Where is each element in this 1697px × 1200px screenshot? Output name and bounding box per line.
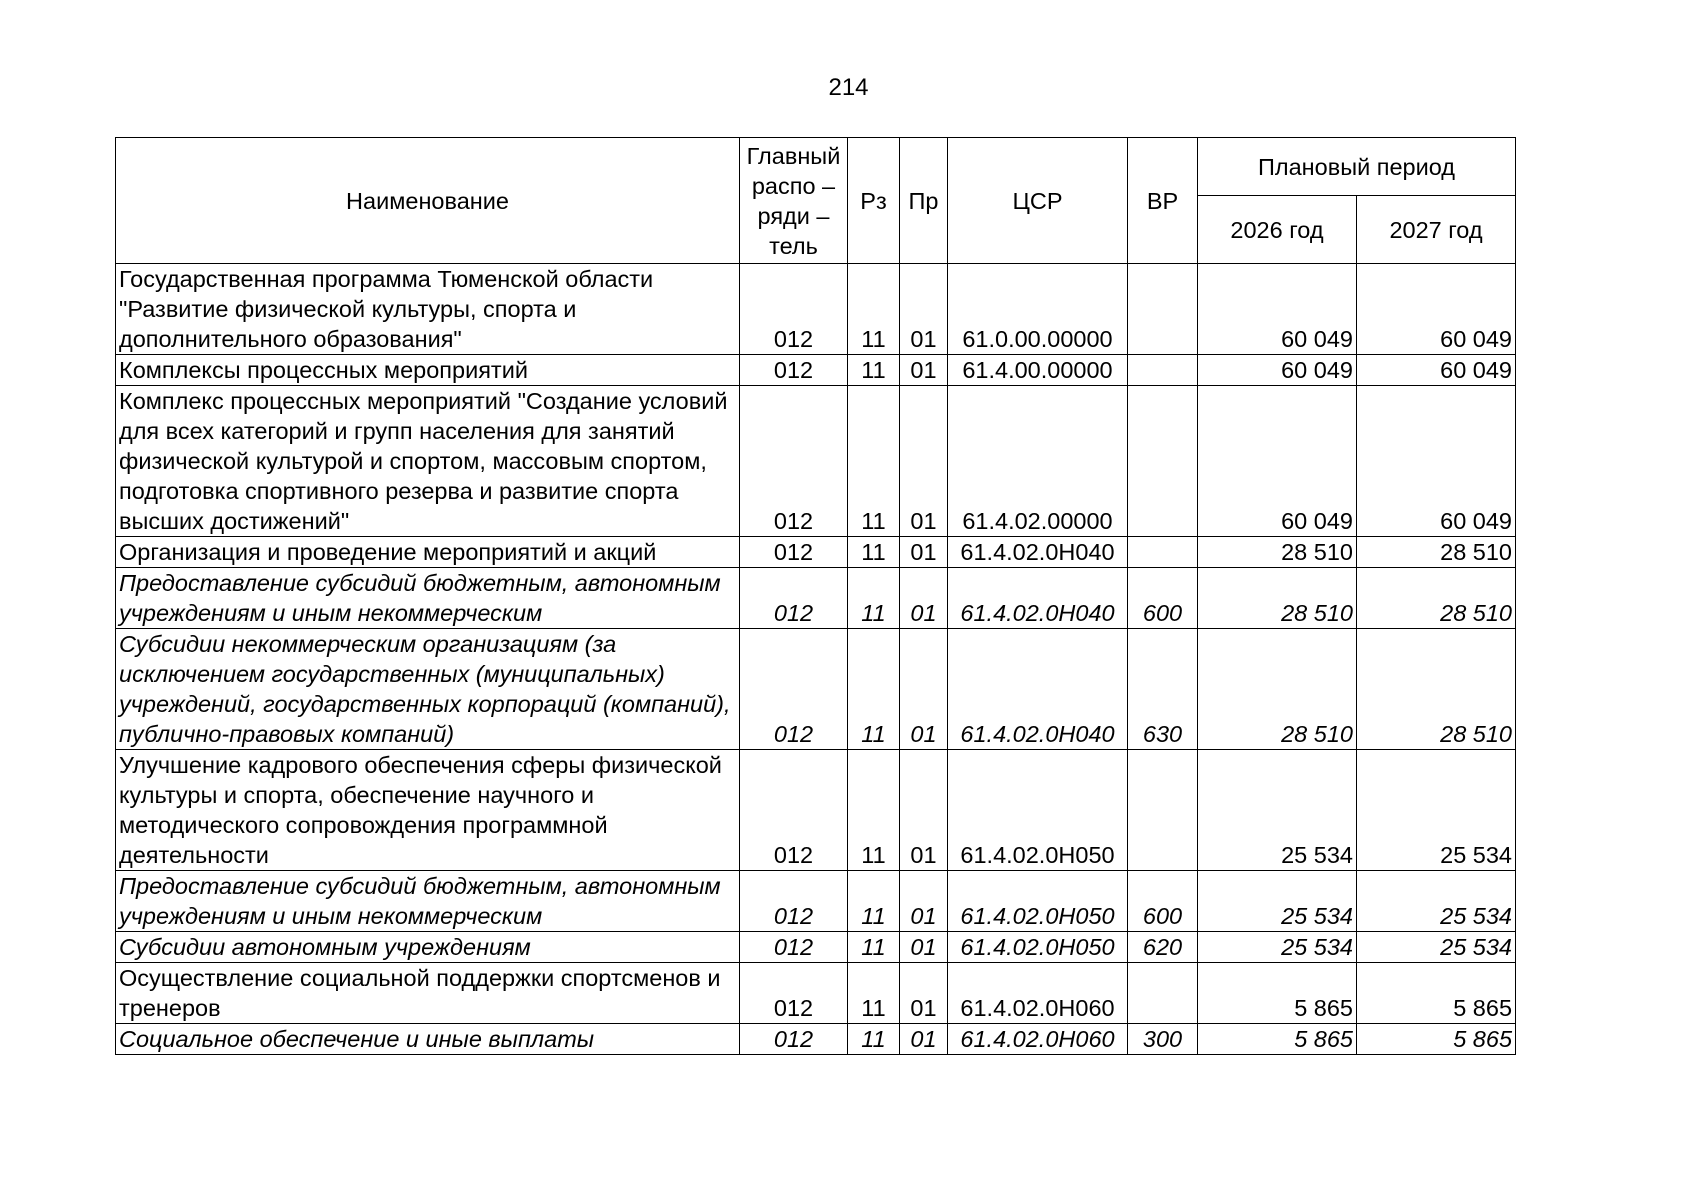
table-row xyxy=(116,750,1516,871)
cell-vr: 300 xyxy=(1128,1024,1198,1055)
cell-2027: 25 534 xyxy=(1357,932,1516,963)
cell-csr: 61.0.00.00000 xyxy=(948,264,1128,355)
cell-vr xyxy=(1128,355,1198,386)
cell-csr: 61.4.02.0Н050 xyxy=(948,750,1128,871)
cell-2026: 28 510 xyxy=(1198,568,1357,629)
table-row xyxy=(116,1024,1516,1055)
cell-2027: 5 865 xyxy=(1357,1024,1516,1055)
cell-2027: 28 510 xyxy=(1357,537,1516,568)
cell-name: Комплексы процессных мероприятий xyxy=(116,355,740,386)
cell-glavny: 012 xyxy=(740,871,848,932)
cell-2027: 28 510 xyxy=(1357,629,1516,750)
cell-glavny: 012 xyxy=(740,1024,848,1055)
cell-rz: 11 xyxy=(848,932,900,963)
cell-vr: 600 xyxy=(1128,871,1198,932)
cell-rz: 11 xyxy=(848,537,900,568)
table-row xyxy=(116,963,1516,1024)
header-row-top xyxy=(116,138,1516,196)
cell-rz: 11 xyxy=(848,963,900,1024)
cell-pr: 01 xyxy=(900,568,948,629)
cell-vr xyxy=(1128,963,1198,1024)
cell-2027: 25 534 xyxy=(1357,871,1516,932)
table-row xyxy=(116,537,1516,568)
table-row xyxy=(116,386,1516,537)
header-period: Плановый период xyxy=(1198,138,1516,196)
cell-rz: 11 xyxy=(848,264,900,355)
cell-rz: 11 xyxy=(848,1024,900,1055)
cell-glavny: 012 xyxy=(740,386,848,537)
cell-vr: 620 xyxy=(1128,932,1198,963)
cell-2027: 25 534 xyxy=(1357,750,1516,871)
cell-glavny: 012 xyxy=(740,568,848,629)
cell-pr: 01 xyxy=(900,932,948,963)
cell-glavny: 012 xyxy=(740,629,848,750)
cell-name: Организация и проведение мероприятий и акций xyxy=(116,537,740,568)
cell-csr: 61.4.02.0Н040 xyxy=(948,629,1128,750)
cell-2026: 28 510 xyxy=(1198,537,1357,568)
cell-name: Государственная программа Тюменской области "Развитие физической культуры, спорта и дополнительного образования" xyxy=(116,264,740,355)
table-row xyxy=(116,355,1516,386)
budget-table xyxy=(115,137,1516,1055)
cell-csr: 61.4.02.0Н040 xyxy=(948,568,1128,629)
cell-pr: 01 xyxy=(900,871,948,932)
cell-pr: 01 xyxy=(900,629,948,750)
cell-2027: 5 865 xyxy=(1357,963,1516,1024)
cell-2026: 28 510 xyxy=(1198,629,1357,750)
cell-glavny: 012 xyxy=(740,355,848,386)
cell-2026: 5 865 xyxy=(1198,963,1357,1024)
cell-2026: 60 049 xyxy=(1198,386,1357,537)
cell-vr xyxy=(1128,264,1198,355)
cell-pr: 01 xyxy=(900,750,948,871)
cell-glavny: 012 xyxy=(740,963,848,1024)
cell-pr: 01 xyxy=(900,355,948,386)
cell-2026: 5 865 xyxy=(1198,1024,1357,1055)
header-vr: ВР xyxy=(1128,138,1198,264)
cell-csr: 61.4.02.0Н060 xyxy=(948,963,1128,1024)
cell-csr: 61.4.00.00000 xyxy=(948,355,1128,386)
cell-vr: 600 xyxy=(1128,568,1198,629)
table-row xyxy=(116,629,1516,750)
header-name: Наименование xyxy=(116,138,740,264)
cell-2027: 60 049 xyxy=(1357,386,1516,537)
cell-name: Комплекс процессных мероприятий "Создание условий для всех категорий и групп населения для занятий физической культурой и спортом, массовым спортом, подготовка спортивного резерва и развитие спорта высших достижений" xyxy=(116,386,740,537)
cell-2027: 28 510 xyxy=(1357,568,1516,629)
cell-glavny: 012 xyxy=(740,932,848,963)
cell-name: Предоставление субсидий бюджетным, автономным учреждениям и иным некоммерческим xyxy=(116,871,740,932)
table-row xyxy=(116,932,1516,963)
cell-rz: 11 xyxy=(848,629,900,750)
header-2026: 2026 год xyxy=(1198,196,1357,264)
cell-vr xyxy=(1128,537,1198,568)
table-body xyxy=(116,264,1516,1055)
cell-glavny: 012 xyxy=(740,750,848,871)
cell-rz: 11 xyxy=(848,871,900,932)
cell-rz: 11 xyxy=(848,355,900,386)
cell-vr xyxy=(1128,386,1198,537)
cell-vr xyxy=(1128,750,1198,871)
header-glavny: Главный распо – ряди – тель xyxy=(740,138,848,264)
cell-csr: 61.4.02.0Н040 xyxy=(948,537,1128,568)
header-2027: 2027 год xyxy=(1357,196,1516,264)
cell-2026: 25 534 xyxy=(1198,871,1357,932)
header-rz: Рз xyxy=(848,138,900,264)
cell-csr: 61.4.02.0Н060 xyxy=(948,1024,1128,1055)
cell-2027: 60 049 xyxy=(1357,355,1516,386)
cell-pr: 01 xyxy=(900,386,948,537)
table-row xyxy=(116,871,1516,932)
cell-name: Социальное обеспечение и иные выплаты xyxy=(116,1024,740,1055)
cell-2026: 60 049 xyxy=(1198,355,1357,386)
page-number: 214 xyxy=(828,74,869,101)
header-csr: ЦСР xyxy=(948,138,1128,264)
cell-pr: 01 xyxy=(900,1024,948,1055)
header-pr: Пр xyxy=(900,138,948,264)
cell-pr: 01 xyxy=(900,963,948,1024)
cell-glavny: 012 xyxy=(740,537,848,568)
cell-name: Осуществление социальной поддержки спортсменов и тренеров xyxy=(116,963,740,1024)
cell-name: Улучшение кадрового обеспечения сферы физической культуры и спорта, обеспечение научного и методического сопровождения программной деятельности xyxy=(116,750,740,871)
cell-name: Предоставление субсидий бюджетным, автономным учреждениям и иным некоммерческим xyxy=(116,568,740,629)
table-row xyxy=(116,264,1516,355)
cell-2027: 60 049 xyxy=(1357,264,1516,355)
cell-rz: 11 xyxy=(848,750,900,871)
cell-name: Субсидии автономным учреждениям xyxy=(116,932,740,963)
cell-rz: 11 xyxy=(848,568,900,629)
cell-2026: 25 534 xyxy=(1198,932,1357,963)
cell-pr: 01 xyxy=(900,264,948,355)
cell-csr: 61.4.02.0Н050 xyxy=(948,932,1128,963)
cell-pr: 01 xyxy=(900,537,948,568)
cell-csr: 61.4.02.00000 xyxy=(948,386,1128,537)
cell-rz: 11 xyxy=(848,386,900,537)
cell-vr: 630 xyxy=(1128,629,1198,750)
cell-name: Субсидии некоммерческим организациям (за исключением государственных (муниципальных) учреждений, государственных корпораций (компаний), публично-правовых компаний) xyxy=(116,629,740,750)
cell-2026: 25 534 xyxy=(1198,750,1357,871)
cell-2026: 60 049 xyxy=(1198,264,1357,355)
cell-glavny: 012 xyxy=(740,264,848,355)
cell-csr: 61.4.02.0Н050 xyxy=(948,871,1128,932)
table-row xyxy=(116,568,1516,629)
